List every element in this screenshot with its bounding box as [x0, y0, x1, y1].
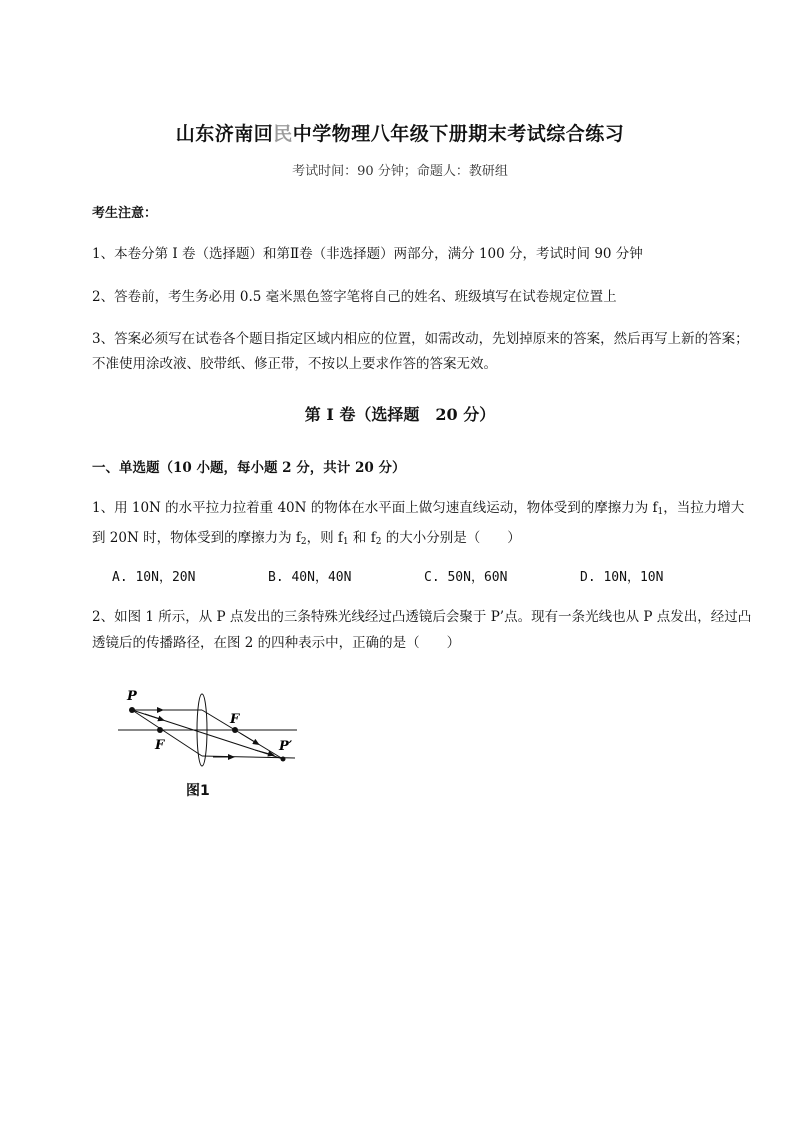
ray-focus-incident	[132, 710, 202, 756]
focus-left	[157, 727, 163, 733]
notice-item-3: 3、答案必须写在试卷各个题目指定区域内相应的位置，如需改动，先划掉原来的答案，然后再写上新的答案；不准使用涂改液、胶带纸、修正带，不按以上要求作答的答案无效。	[92, 331, 749, 372]
part-heading: 一、单选题（10 小题，每小题 2 分，共计 20 分）	[92, 460, 406, 476]
q1-text-e: 的大小分别是（ ）	[381, 530, 521, 546]
arrow-head	[240, 733, 258, 744]
label-f-left: F	[155, 738, 165, 753]
title-part-2: 中学物理八年级下册期末考试综合练习	[292, 123, 625, 145]
q1-subscript: 1	[342, 537, 349, 547]
point-p-prime	[281, 757, 286, 762]
option-d[interactable]: D. 10N，10N	[580, 570, 664, 585]
notice-item-2: 2、答卷前，考生务必用 0.5 毫米黑色签字笔将自己的姓名、班级填写在试卷规定位置上	[92, 289, 617, 305]
page-title	[0, 119, 800, 146]
label-p: P	[127, 689, 137, 704]
option-c[interactable]: C. 50N，60N	[424, 570, 508, 585]
title-part-1: 山东济南回	[175, 123, 274, 145]
q1-subscript: 1	[657, 507, 664, 517]
question-2-text: 2、如图 1 所示，从 P 点发出的三条特殊光线经过凸透镜后会聚于 P’点。现有一条光线也从 P 点发出，经过凸透镜后的传播路径，在图 2 的四种表示中，正确的是（ ）	[92, 609, 752, 651]
focus-right	[232, 727, 238, 733]
q1-text-b: ，当拉力增大到 20N 时，物体受到的摩擦力为 f	[92, 500, 745, 546]
arrow-head	[145, 714, 163, 720]
point-p	[129, 707, 135, 713]
q1-subscript: 2	[300, 537, 307, 547]
q1-text-d: 和 f	[348, 530, 376, 546]
option-a[interactable]: A. 10N，20N	[112, 570, 196, 585]
notice-heading: 考生注意：	[92, 206, 158, 221]
q1-text-c: ，则 f	[306, 530, 343, 546]
exam-info: 考试时间：90 分钟；命题人：教研组	[292, 164, 508, 179]
q1-text-a: 1、用 10N 的水平拉力拉着重 40N 的物体在水平面上做匀速直线运动，物体受到的摩擦力为 f	[92, 500, 658, 516]
label-f-right: F	[230, 712, 240, 727]
section-title: 第 I 卷（选择题 20 分）	[304, 405, 496, 424]
title-watermark-char: 民	[273, 123, 293, 145]
figure-caption: 图1	[186, 783, 210, 799]
option-b[interactable]: B. 40N，40N	[268, 570, 352, 585]
notice-item-1: 1、本卷分第 I 卷（选择题）和第Ⅱ卷（非选择题）两部分，满分 100 分，考试时间 90 分钟	[92, 246, 643, 262]
q1-subscript: 2	[375, 537, 382, 547]
label-p-prime: P′	[279, 739, 293, 754]
lens-ray-diagram	[115, 680, 305, 805]
question-1-text	[92, 495, 752, 555]
